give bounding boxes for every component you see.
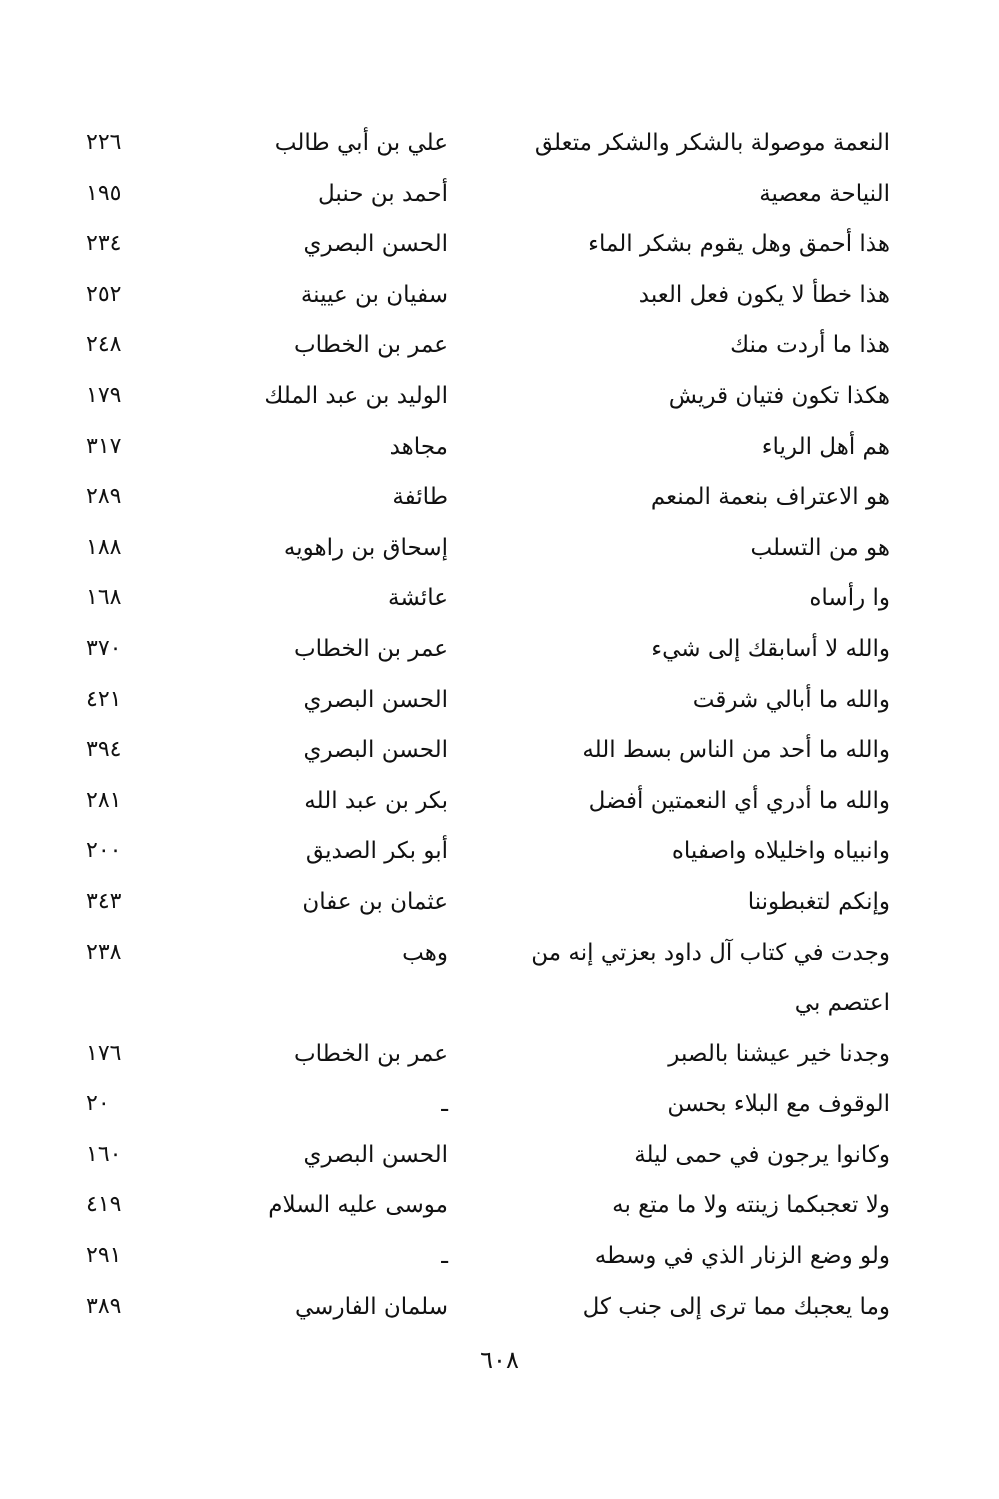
saying-text: وا رأساه [809, 585, 890, 612]
index-row [70, 879, 900, 930]
attributed-person: الحسن البصري [303, 686, 448, 713]
index-row [70, 930, 900, 981]
index-row [70, 1233, 900, 1284]
index-row [70, 677, 900, 728]
quotations-index-table [70, 120, 900, 1334]
saying-text: وكانوا يرجون في حمى ليلة [634, 1141, 890, 1168]
attributed-person: وهب [402, 939, 448, 966]
saying-text: هذا خطأ لا يكون فعل العبد [638, 281, 890, 308]
page-reference: ٢٥٢ [86, 281, 122, 307]
index-row [70, 1132, 900, 1183]
index-row [70, 171, 900, 222]
attributed-person: الحسن البصري [303, 737, 448, 764]
attributed-person: أبو بكر الصديق [305, 838, 448, 865]
saying-text: هو من التسلب [750, 534, 890, 561]
saying-text: والله ما أدري أي النعمتين أفضل [588, 787, 890, 814]
index-row [70, 575, 900, 626]
attributed-person: ـ [441, 1091, 448, 1118]
page-reference: ٤١٩ [86, 1192, 122, 1218]
attributed-person: سلمان الفارسي [295, 1293, 448, 1320]
page-reference: ١٦٨ [86, 585, 122, 611]
saying-text: هو الاعتراف بنعمة المنعم [650, 484, 890, 511]
attributed-person: سفيان بن عيينة [300, 281, 448, 308]
saying-text: وإنكم لتغبطوننا [747, 888, 890, 915]
page-reference: ١٦٠ [86, 1141, 122, 1167]
page-reference: ٣٨٩ [86, 1293, 122, 1319]
index-row [70, 474, 900, 525]
index-row [70, 778, 900, 829]
page-reference: ١٧٩ [86, 382, 122, 408]
index-row [70, 1182, 900, 1233]
page-reference: ٢٣٨ [86, 939, 122, 965]
page-reference: ٢٠ [86, 1091, 110, 1117]
saying-text: النياحة معصية [759, 180, 890, 207]
attributed-person: الحسن البصري [303, 1141, 448, 1168]
page-reference: ٢٤٨ [86, 332, 122, 358]
index-row [70, 828, 900, 879]
page-reference: ٣٧٠ [86, 635, 122, 661]
saying-text: هم أهل الرياء [761, 433, 890, 460]
page-reference: ٢٣٤ [86, 231, 122, 257]
index-row [70, 1284, 900, 1335]
page-reference: ٢٢٦ [86, 130, 122, 155]
page-reference: ٢٩١ [86, 1243, 122, 1269]
page-reference: ١٧٦ [86, 1040, 122, 1066]
page-reference: ٤٢١ [86, 686, 122, 712]
page-reference: ١٨٨ [86, 534, 122, 560]
attributed-person: الحسن البصري [303, 231, 448, 258]
saying-text: ولا تعجبكما زينته ولا ما متع به [612, 1192, 890, 1219]
index-row [70, 322, 900, 373]
page-reference: ٣٩٤ [86, 737, 122, 763]
saying-text: هذا ما أردت منك [730, 332, 890, 359]
page-reference: ٣٤٣ [86, 888, 122, 914]
page-reference: ١٩٥ [86, 180, 122, 206]
saying-text: وما يعجبك مما ترى إلى جنب كل [582, 1293, 890, 1320]
attributed-person: مجاهد [389, 433, 448, 460]
attributed-person: عمر بن الخطاب [293, 635, 448, 662]
saying-text: الوقوف مع البلاء بحسن [667, 1091, 890, 1118]
attributed-person: موسى عليه السلام [268, 1192, 448, 1219]
saying-text: هذا أحمق وهل يقوم بشكر الماء [588, 231, 890, 258]
index-row [70, 424, 900, 475]
attributed-person: ـ [441, 1243, 448, 1270]
saying-text: اعتصم بي [794, 990, 890, 1017]
index-row [70, 626, 900, 677]
index-row [70, 525, 900, 576]
index-row [70, 1081, 900, 1132]
index-row [70, 980, 900, 1031]
page-reference: ٢٨١ [86, 787, 122, 813]
saying-text: وجدت في كتاب آل داود بعزتي إنه من [531, 939, 890, 966]
index-row [70, 373, 900, 424]
page-reference: ٣١٧ [86, 433, 122, 459]
saying-text: وجدنا خير عيشنا بالصبر [668, 1040, 890, 1067]
attributed-person: طائفة [392, 484, 448, 511]
page-number: ٦٠٨ [480, 1346, 519, 1374]
attributed-person: علي بن أبي طالب [274, 130, 448, 156]
saying-text: هكذا تكون فتيان قريش [668, 382, 890, 409]
saying-text: ولو وضع الزنار الذي في وسطه [594, 1243, 890, 1270]
saying-text: النعمة موصولة بالشكر والشكر متعلق [534, 130, 890, 156]
page-reference: ٢٨٩ [86, 484, 122, 510]
page-reference: ٢٠٠ [86, 838, 122, 864]
saying-text: والله ما أحد من الناس بسط الله [582, 737, 890, 764]
index-row [70, 1031, 900, 1082]
attributed-person: الوليد بن عبد الملك [264, 382, 448, 409]
index-row [70, 120, 900, 171]
index-row [70, 727, 900, 778]
attributed-person: إسحاق بن راهويه [283, 534, 448, 561]
attributed-person: عائشة [388, 585, 448, 612]
saying-text: والله ما أبالي شرقت [692, 686, 890, 713]
saying-text: والله لا أسابقك إلى شيء [651, 635, 890, 662]
attributed-person: أحمد بن حنبل [317, 180, 448, 207]
index-row [70, 272, 900, 323]
attributed-person: عمر بن الخطاب [293, 1040, 448, 1067]
saying-text: وانبياه واخليلاه واصفياه [671, 838, 890, 865]
index-row [70, 221, 900, 272]
attributed-person: بكر بن عبد الله [304, 787, 448, 814]
attributed-person: عثمان بن عفان [302, 888, 448, 915]
attributed-person: عمر بن الخطاب [293, 332, 448, 359]
